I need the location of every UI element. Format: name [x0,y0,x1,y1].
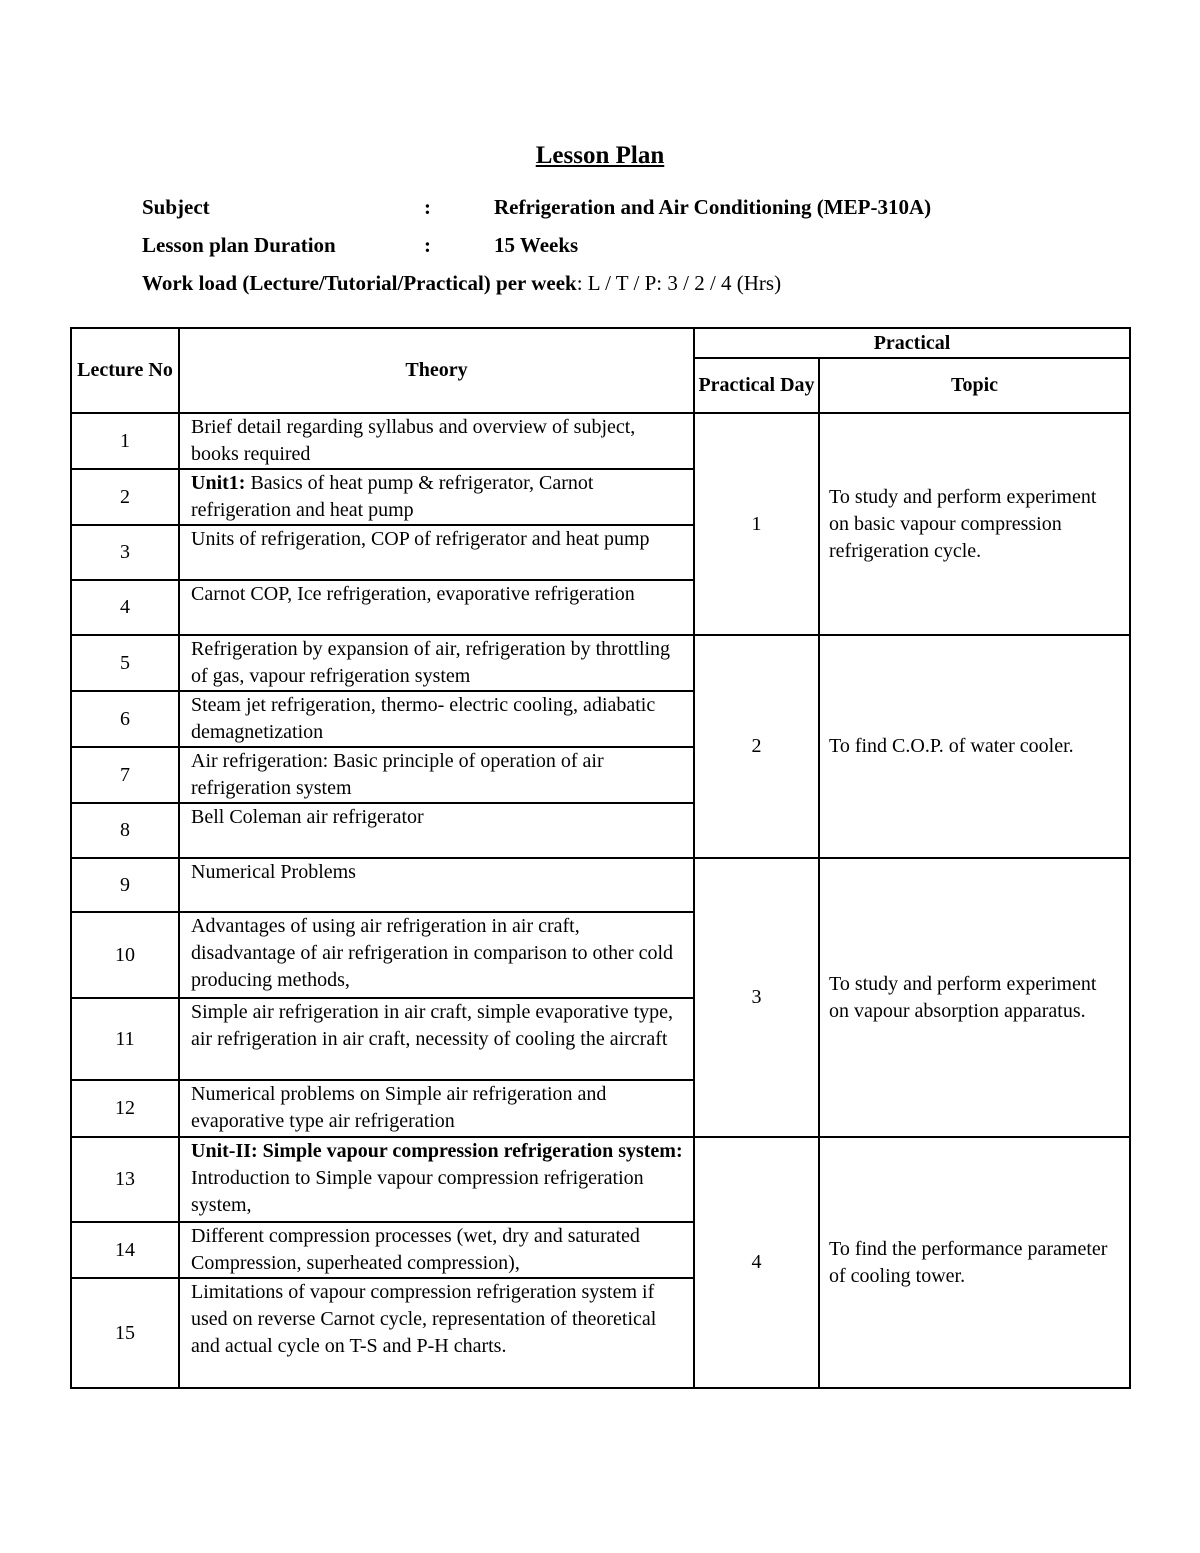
theory-text: Units of refrigeration, COP of refrigerator and heat pump [191,528,650,550]
table-row [71,858,1130,912]
lecture-theory [179,747,694,803]
workload-label: Work load (Lecture/Tutorial/Practical) per week [142,271,577,295]
theory-text: Refrigeration by expansion of air, refrigeration by throttling of gas, vapour refrigeration system [191,638,671,687]
lecture-number: 4 [71,580,179,635]
header-lecture-no: Lecture No [71,328,179,413]
lecture-theory [179,413,694,469]
lecture-number: 8 [71,803,179,858]
practical-topic: To study and perform experiment on vapour absorption apparatus. [819,858,1130,1137]
theory-text: Air refrigeration: Basic principle of operation of air refrigeration system [191,750,604,799]
lecture-number: 14 [71,1222,179,1278]
header-theory: Theory [179,328,694,413]
lecture-theory [179,998,694,1080]
lecture-theory [179,1137,694,1222]
theory-text: Introduction to Simple vapour compression refrigeration system, [191,1167,644,1216]
practical-day: 3 [694,858,819,1137]
lecture-number: 10 [71,912,179,998]
theory-text: Advantages of using air refrigeration in air craft, disadvantage of air refrigeration in comparison to other cold producing methods, [191,915,674,991]
lecture-number: 12 [71,1080,179,1137]
practical-topic: To find C.O.P. of water cooler. [819,635,1130,858]
lecture-theory [179,469,694,525]
lecture-theory [179,691,694,747]
workload-row [142,271,781,296]
page-title: Lesson Plan [535,142,665,169]
lecture-theory [179,580,694,635]
theory-text: Brief detail regarding syllabus and overview of subject, books required [191,416,636,465]
theory-text: Simple air refrigeration in air craft, simple evaporative type, air refrigeration in air craft, necessity of cooling the aircraft [191,1001,674,1050]
lecture-number: 15 [71,1278,179,1388]
header-row [71,328,1130,358]
duration-value: 15 Weeks [494,233,579,257]
table-row [71,1137,1130,1222]
lecture-number: 11 [71,998,179,1080]
theory-text: Steam jet refrigeration, thermo- electric cooling, adiabatic demagnetization [191,694,656,743]
lecture-number: 6 [71,691,179,747]
subject-colon: : [424,195,431,219]
theory-text: Numerical Problems [191,861,356,883]
practical-day: 1 [694,413,819,635]
practical-topic: To find the performance parameter of cooling tower. [819,1137,1130,1388]
duration-label: Lesson plan Duration [142,233,336,257]
lecture-theory [179,1278,694,1388]
header-topic: Topic [819,358,1130,413]
lecture-number: 13 [71,1137,179,1222]
theory-text: Limitations of vapour compression refrigeration system if used on reverse Carnot cycle, representation of theoretical and actual cycle on T-S and P-H charts. [191,1281,657,1357]
practical-day: 4 [694,1137,819,1388]
table-row [71,413,1130,469]
lecture-theory [179,858,694,912]
lecture-theory [179,1222,694,1278]
subject-label: Subject [142,195,210,219]
lecture-number: 2 [71,469,179,525]
lecture-number: 9 [71,858,179,912]
lecture-theory [179,1080,694,1137]
header-practical: Practical [694,328,1130,358]
theory-text: Carnot COP, Ice refrigeration, evaporative refrigeration [191,583,635,605]
lecture-theory [179,525,694,580]
lecture-number: 3 [71,525,179,580]
theory-text: Different compression processes (wet, dry and saturated Compression, superheated compression), [191,1225,640,1274]
subject-value: Refrigeration and Air Conditioning (MEP-310A) [494,195,932,219]
table-row [71,635,1130,691]
header-practical-day: Practical Day [694,358,819,413]
lecture-number: 5 [71,635,179,691]
practical-topic: To study and perform experiment on basic vapour compression refrigeration cycle. [819,413,1130,635]
duration-colon: : [424,233,431,257]
lecture-number: 7 [71,747,179,803]
practical-day: 2 [694,635,819,858]
lecture-theory [179,803,694,858]
workload-value: : L / T / P: 3 / 2 / 4 (Hrs) [576,271,782,295]
theory-text: Numerical problems on Simple air refrigeration and evaporative type air refrigeration [191,1083,607,1132]
unit-heading: Unit1: [191,472,246,494]
theory-text: Bell Coleman air refrigerator [191,806,424,828]
theory-text: Basics of heat pump & refrigerator, Carnot refrigeration and heat pump [191,472,594,521]
unit-heading: Unit-II: Simple vapour compression refrigeration system: [191,1140,683,1162]
lecture-number: 1 [71,413,179,469]
lesson-plan-table [70,327,1131,1389]
lecture-theory [179,635,694,691]
lecture-theory [179,912,694,998]
